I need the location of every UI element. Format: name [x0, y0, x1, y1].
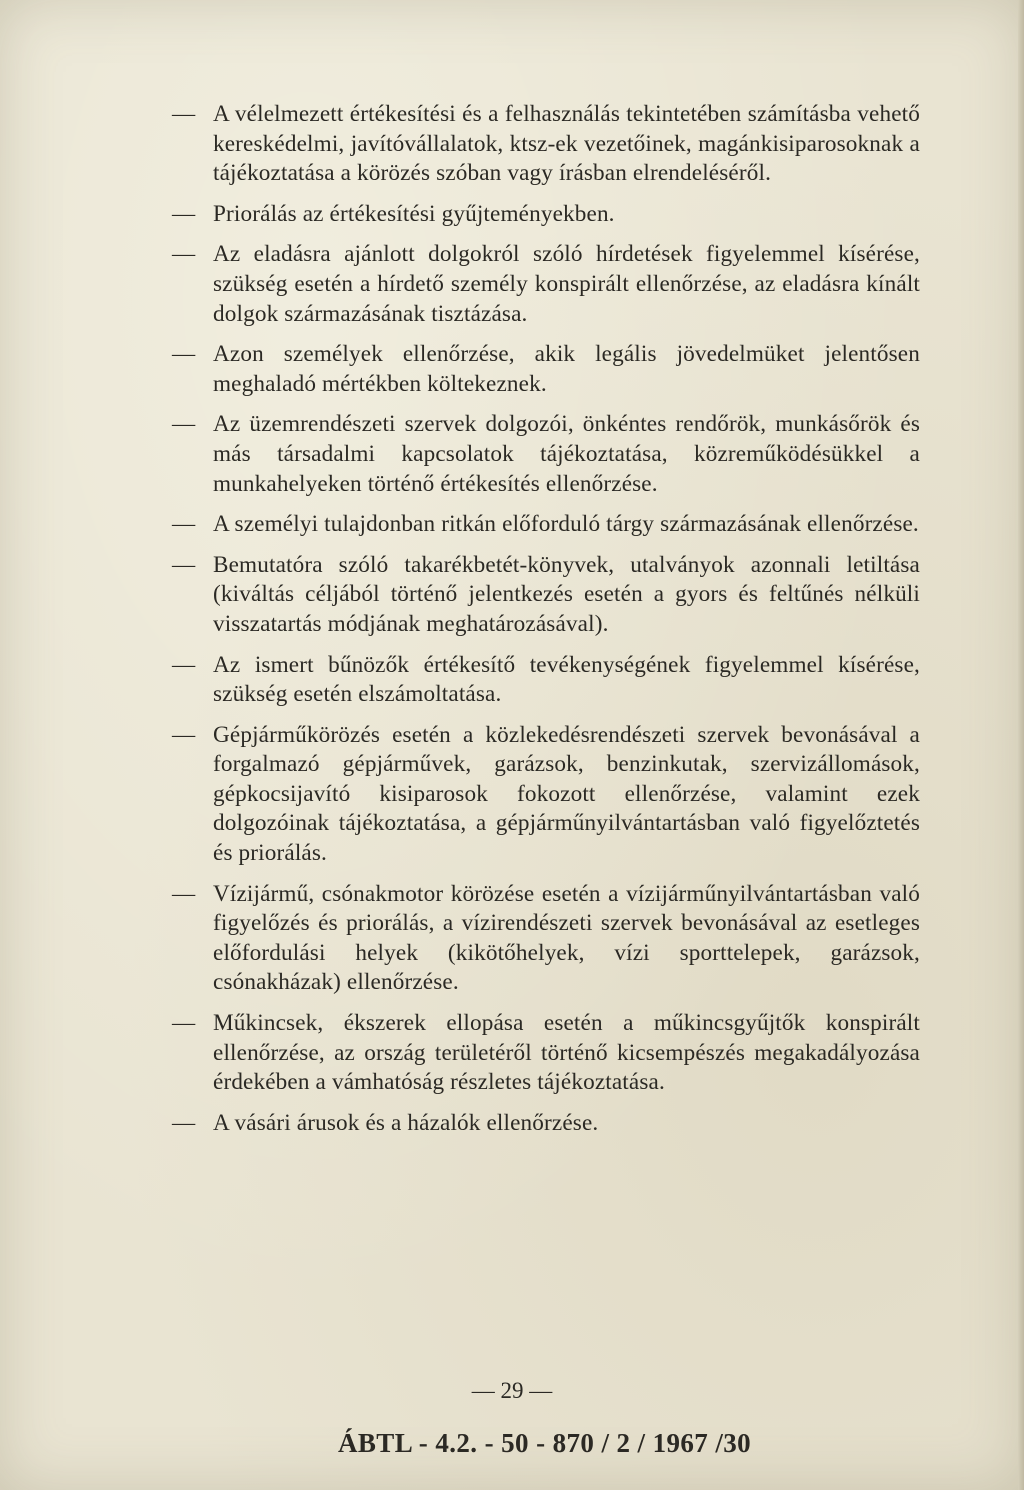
list-dash: — — [172, 880, 196, 907]
list-dash: — — [172, 241, 196, 268]
page-number: — 29 — — [471, 1378, 553, 1403]
list-item-text: Bemutatóra szóló takarékbetét-könyvek, utalványok azonnali letiltása (kiváltás céljából történő jelentkezés esetén a gyors és feltűnés nélküli visszatartás módjának meghatározásával). — [213, 551, 920, 637]
list-dash: — — [172, 411, 196, 438]
list-dash: — — [172, 551, 196, 578]
list-item — [172, 100, 920, 189]
list-item — [172, 1109, 920, 1139]
list-item-text: A személyi tulajdonban ritkán előforduló tárgy származásának ellenőrzése. — [213, 511, 919, 538]
list-dash: — — [172, 511, 196, 538]
list-item — [172, 551, 920, 640]
list-dash: — — [172, 651, 196, 678]
list-item — [172, 721, 920, 869]
list-item-text: Műkincsek, ékszerek ellopása esetén a műkincsgyűjtők konspirált ellenőrzése, az ország területéről történő kicsempészés megakadályozása érdekében a vámhatóság részletes tájékoztatása. — [213, 1010, 920, 1096]
list-item-text: Az ismert bűnözők értékesítő tevékenységének figyelemmel kísérése, szükség esetén elszámoltatása. — [213, 651, 920, 708]
list-item-text: A vásári árusok és a házalók ellenőrzése. — [213, 1109, 599, 1136]
list-dash: — — [172, 1010, 196, 1037]
list-item-text: A vélelmezett értékesítési és a felhasználás tekintetében számításba vehető kereskédelmi, javítóvállalatok, ktsz-ek vezetőinek, magánkisiparosoknak a tájékoztatása a körözés szóban vagy írásban elrendeléséről. — [213, 101, 920, 187]
list-item — [172, 880, 920, 998]
list-item-text: Azon személyek ellenőrzése, akik legális jövedelmüket jelentősen meghaladó mértékben költekeznek. — [213, 341, 920, 397]
list-dash: — — [172, 341, 196, 368]
list-item-text: Az eladásra ajánlott dolgokról szóló hírdetések figyelemmel kísérése, szükség esetén a hírdető személy konspirált ellenőrzése, az eladásra kínált dolgok származásának tisztázása. — [213, 241, 920, 327]
list-item — [172, 510, 920, 540]
list-item — [172, 651, 920, 710]
page-edge — [1018, 0, 1024, 1490]
list-item — [172, 1009, 920, 1098]
list-item — [172, 410, 920, 499]
document-body — [172, 100, 920, 1149]
list-dash: — — [172, 101, 196, 127]
list-item-text: Gépjárműkörözés esetén a közlekedésrendészeti szervek bevonásával a forgalmazó gépjárművek, garázsok, benzinkutak, szervizállomások, gépkocsijavító kisiparosok fokozott ellenőrzése, valamint ezek dolgozóinak tájékoztatása, a gépjárműnyilvántartásban való figyelőztetés és priorálás. — [213, 721, 920, 867]
list-dash: — — [172, 200, 196, 227]
archive-reference: ÁBTL - 4.2. - 50 - 870 / 2 / 1967 /30 — [338, 1428, 752, 1458]
list-item-text: Priorálás az értékesítési gyűjteményekben. — [213, 200, 615, 227]
list-item-text: Vízijármű, csónakmotor körözése esetén a vízijárműnyilvántartásban való figyelőzés és priorálás, a vízirendészeti szervek bevonásával az esetleges előfordulási helyek (kikötőhelyek, vízi sporttelepek, garázsok, csónakházak) ellenőrzése. — [213, 880, 920, 996]
list-dash: — — [172, 1109, 196, 1136]
list-item — [172, 240, 920, 329]
list-item — [172, 340, 920, 399]
list-dash: — — [172, 721, 196, 748]
list-item — [172, 200, 920, 230]
list-item-text: Az üzemrendészeti szervek dolgozói, önkéntes rendőrök, munkásőrök és más társadalmi kapcsolatok tájékoztatása, közreműködésükkel a munkahelyeken történő értékesítés ellenőrzése. — [213, 411, 920, 497]
